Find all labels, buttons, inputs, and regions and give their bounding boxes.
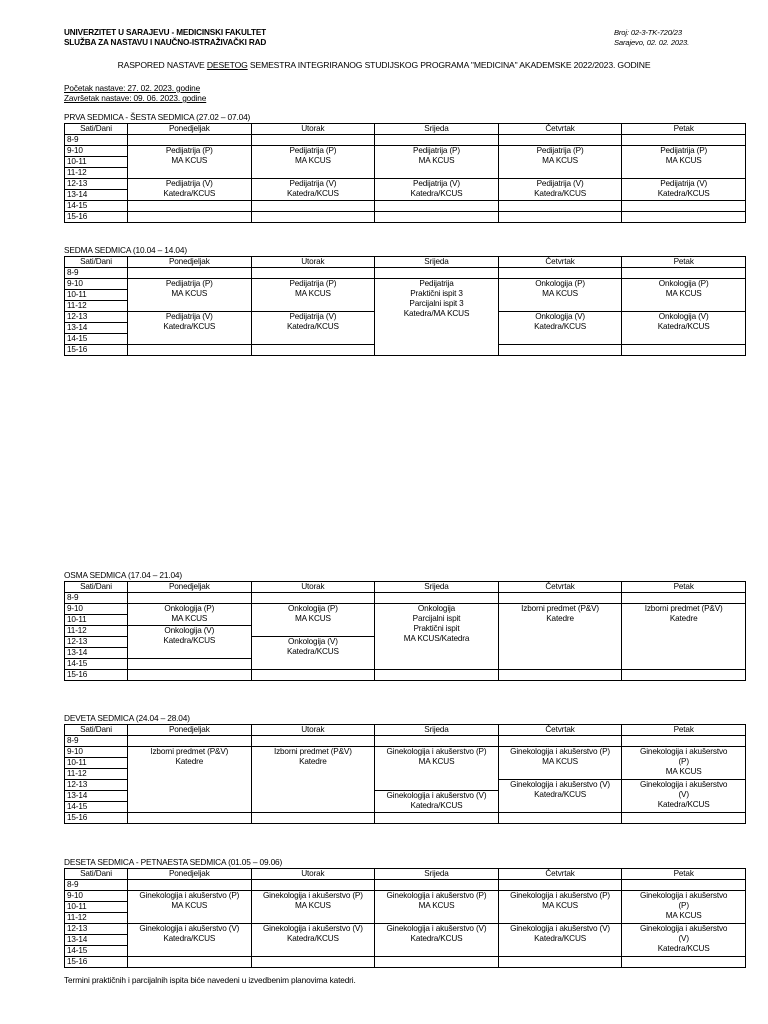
schedule-cell: Pedijatrija (V) Katedra/KCUS [498, 179, 622, 201]
column-header: Petak [622, 582, 746, 593]
schedule-table [64, 724, 746, 824]
column-header: Četvrtak [498, 869, 622, 880]
column-header: Srijeda [375, 582, 499, 593]
schedule-cell [128, 212, 252, 223]
table-row [65, 924, 746, 935]
schedule-cell [375, 135, 499, 146]
university-name: UNIVERZITET U SARAJEVU - MEDICINSKI FAKULTET [64, 28, 267, 37]
schedule-cell: Pedijatrija (P) MA KCUS [128, 279, 252, 312]
title-part-1: RASPORED NASTAVE [117, 60, 207, 70]
column-header: Srijeda [375, 725, 499, 736]
schedule-cell: Pedijatrija (P) MA KCUS [251, 146, 375, 179]
table-row [65, 670, 746, 681]
schedule-table [64, 868, 746, 968]
schedule-table [64, 256, 746, 356]
schedule-cell: Pedijatrija (V) Katedra/KCUS [251, 179, 375, 201]
column-header: Petak [622, 725, 746, 736]
schedule-cell [375, 201, 499, 212]
schedule-cell: Onkologija (V) Katedra/KCUS [622, 312, 746, 345]
time-slot: 9-10 [65, 146, 128, 157]
teaching-start: Početak nastave: 27. 02. 2023. godine [64, 83, 201, 93]
schedule-cell: Ginekologija i akušerstvo (P) MA KCUS [498, 747, 622, 780]
time-slot: 14-15 [65, 802, 128, 813]
time-slot: 8-9 [65, 593, 128, 604]
column-header: Ponedjeljak [128, 124, 252, 135]
schedule-section [64, 857, 745, 968]
table-row [65, 146, 746, 157]
time-slot: 12-13 [65, 780, 128, 791]
schedule-section [64, 570, 745, 681]
time-slot: 11-12 [65, 168, 128, 179]
schedule-cell: Ginekologija i akušerstvo (P) MA KCUS [251, 891, 375, 924]
schedule-cell [622, 135, 746, 146]
schedule-cell [251, 880, 375, 891]
schedule-cell [251, 268, 375, 279]
time-slot: 14-15 [65, 334, 128, 345]
schedule-cell: Ginekologija i akušerstvo (V) Katedra/KCUS [498, 924, 622, 957]
time-slot: 8-9 [65, 880, 128, 891]
time-slot: 11-12 [65, 913, 128, 924]
schedule-cell: Pedijatrija (P) MA KCUS [251, 279, 375, 312]
time-slot: 13-14 [65, 190, 128, 201]
schedule-cell [251, 345, 375, 356]
schedule-section [64, 112, 745, 223]
table-row [65, 736, 746, 747]
time-slot: 9-10 [65, 279, 128, 290]
schedule-cell: Pedijatrija (V) Katedra/KCUS [375, 179, 499, 201]
column-header: Utorak [251, 725, 375, 736]
schedule-cell: Pedijatrija (P) MA KCUS [498, 146, 622, 179]
schedule-cell [128, 813, 252, 824]
footer-note: Termini praktičnih i parcijalnih ispita biće navedeni u izvedbenim planovima katedri. [64, 975, 356, 985]
schedule-cell: Ginekologija i akušerstvo (V) Katedra/KCUS [375, 791, 499, 813]
title-part-3: SEMESTRA INTEGRIRANOG STUDIJSKOG PROGRAMA "MEDICINA" AKADEMSKE 2022/2023. GODINE [247, 60, 651, 70]
column-header: Srijeda [375, 124, 499, 135]
schedule-cell: Pedijatrija (P) MA KCUS [375, 146, 499, 179]
schedule-cell [251, 670, 375, 681]
document-title [0, 60, 768, 70]
schedule-cell [498, 670, 622, 681]
schedule-cell [128, 880, 252, 891]
time-slot: 9-10 [65, 891, 128, 902]
table-row [65, 135, 746, 146]
schedule-cell [251, 957, 375, 968]
schedule-cell [622, 957, 746, 968]
table-row [65, 179, 746, 190]
schedule-cell [375, 212, 499, 223]
time-slot: 11-12 [65, 769, 128, 780]
schedule-cell: Ginekologija i akušerstvo (V) Katedra/KCUS [498, 780, 622, 813]
schedule-cell: Ginekologija i akušerstvo (P) MA KCUS [375, 747, 499, 791]
teaching-dates [64, 83, 206, 103]
schedule-cell: Ginekologija i akušerstvo (V) Katedra/KCUS [375, 924, 499, 957]
time-slot: 15-16 [65, 813, 128, 824]
schedule-cell: Onkologija (P) MA KCUS [622, 279, 746, 312]
column-header: Ponedjeljak [128, 725, 252, 736]
schedule-cell: Pedijatrija Praktični ispit 3 Parcijalni ispit 3 Katedra/MA KCUS [375, 279, 499, 356]
schedule-cell: Ginekologija i akušerstvo (P) MA KCUS [622, 891, 746, 924]
column-header: Sati/Dani [65, 257, 128, 268]
schedule-cell [128, 201, 252, 212]
schedule-cell [128, 135, 252, 146]
schedule-cell [622, 201, 746, 212]
schedule-cell [498, 345, 622, 356]
place-and-date: Sarajevo, 02. 02. 2023. [614, 38, 690, 47]
time-slot: 9-10 [65, 747, 128, 758]
schedule-cell [622, 593, 746, 604]
schedule-cell [498, 268, 622, 279]
schedule-cell [622, 880, 746, 891]
table-row [65, 201, 746, 212]
schedule-cell: Pedijatrija (V) Katedra/KCUS [128, 312, 252, 345]
schedule-cell [251, 813, 375, 824]
schedule-cell: Onkologija (V) Katedra/KCUS [251, 637, 375, 670]
column-header: Petak [622, 869, 746, 880]
schedule-table [64, 123, 746, 223]
schedule-cell [251, 736, 375, 747]
schedule-cell [375, 957, 499, 968]
schedule-cell [375, 268, 499, 279]
column-header: Četvrtak [498, 124, 622, 135]
time-slot: 10-11 [65, 157, 128, 168]
schedule-cell [498, 957, 622, 968]
table-row [65, 593, 746, 604]
header-row [65, 257, 746, 268]
column-header: Petak [622, 124, 746, 135]
schedule-cell: Ginekologija i akušerstvo (P) MA KCUS [375, 891, 499, 924]
time-slot: 8-9 [65, 268, 128, 279]
table-row [65, 891, 746, 902]
schedule-cell [498, 880, 622, 891]
schedule-cell [498, 135, 622, 146]
schedule-cell: Onkologija (P) MA KCUS [251, 604, 375, 637]
column-header: Srijeda [375, 257, 499, 268]
time-slot: 13-14 [65, 323, 128, 334]
table-row [65, 212, 746, 223]
schedule-cell [498, 736, 622, 747]
table-row [65, 813, 746, 824]
schedule-cell [128, 659, 252, 670]
time-slot: 12-13 [65, 924, 128, 935]
section-title: PRVA SEDMICA - ŠESTA SEDMICA (27.02 – 07.04) [64, 112, 251, 122]
schedule-cell [128, 345, 252, 356]
schedule-table [64, 581, 746, 681]
table-row [65, 268, 746, 279]
schedule-cell: Ginekologija i akušerstvo (P) MA KCUS [622, 747, 746, 780]
schedule-cell [622, 736, 746, 747]
schedule-cell: Ginekologija i akušerstvo (V) Katedra/KCUS [128, 924, 252, 957]
time-slot: 15-16 [65, 957, 128, 968]
document-reference [614, 28, 689, 48]
schedule-cell [622, 268, 746, 279]
header-row [65, 124, 746, 135]
schedule-cell [251, 135, 375, 146]
schedule-cell [128, 957, 252, 968]
schedule-cell: Ginekologija i akušerstvo (P) MA KCUS [498, 891, 622, 924]
table-row [65, 957, 746, 968]
schedule-cell [375, 880, 499, 891]
column-header: Sati/Dani [65, 725, 128, 736]
column-header: Srijeda [375, 869, 499, 880]
schedule-cell: Ginekologija i akušerstvo (V) Katedra/KCUS [251, 924, 375, 957]
column-header: Sati/Dani [65, 124, 128, 135]
section-title: DESETA SEDMICA - PETNAESTA SEDMICA (01.05 – 09.06) [64, 857, 283, 867]
time-slot: 10-11 [65, 902, 128, 913]
column-header: Sati/Dani [65, 869, 128, 880]
column-header: Utorak [251, 869, 375, 880]
column-header: Ponedjeljak [128, 582, 252, 593]
header-row [65, 582, 746, 593]
time-slot: 15-16 [65, 212, 128, 223]
schedule-cell: Onkologija (P) MA KCUS [498, 279, 622, 312]
schedule-cell [375, 593, 499, 604]
schedule-cell: Onkologija (V) Katedra/KCUS [128, 626, 252, 659]
schedule-cell: Pedijatrija (V) Katedra/KCUS [622, 179, 746, 201]
schedule-cell [128, 593, 252, 604]
time-slot: 9-10 [65, 604, 128, 615]
schedule-section [64, 245, 745, 356]
schedule-cell [622, 813, 746, 824]
schedule-cell: Izborni predmet (P&V) Katedre [622, 604, 746, 670]
time-slot: 15-16 [65, 670, 128, 681]
schedule-cell [622, 345, 746, 356]
schedule-cell [251, 212, 375, 223]
time-slot: 8-9 [65, 135, 128, 146]
column-header: Četvrtak [498, 582, 622, 593]
schedule-cell: Onkologija (V) Katedra/KCUS [498, 312, 622, 345]
column-header: Utorak [251, 124, 375, 135]
schedule-cell: Pedijatrija (P) MA KCUS [622, 146, 746, 179]
schedule-cell: Pedijatrija (P) MA KCUS [128, 146, 252, 179]
faculty-header [64, 28, 266, 48]
time-slot: 11-12 [65, 626, 128, 637]
time-slot: 12-13 [65, 312, 128, 323]
column-header: Utorak [251, 257, 375, 268]
table-row [65, 747, 746, 758]
schedule-cell: Onkologija (P) MA KCUS [128, 604, 252, 626]
teaching-end: Završetak nastave: 09. 06. 2023. godine [64, 93, 207, 103]
column-header: Petak [622, 257, 746, 268]
section-title: DEVETA SEDMICA (24.04 – 28.04) [64, 713, 190, 723]
schedule-cell: Izborni predmet (P&V) Katedre [251, 747, 375, 813]
time-slot: 12-13 [65, 637, 128, 648]
table-row [65, 279, 746, 290]
time-slot: 13-14 [65, 935, 128, 946]
schedule-cell: Onkologija Parcijalni ispit Praktični ispit MA KCUS/Katedra [375, 604, 499, 670]
schedule-cell [375, 670, 499, 681]
schedule-section [64, 713, 745, 824]
section-title: OSMA SEDMICA (17.04 – 21.04) [64, 570, 183, 580]
title-semester: DESETOG [206, 60, 248, 70]
table-row [65, 604, 746, 615]
column-header: Ponedjeljak [128, 257, 252, 268]
header-row [65, 869, 746, 880]
schedule-cell: Izborni predmet (P&V) Katedre [498, 604, 622, 670]
schedule-cell [498, 201, 622, 212]
time-slot: 10-11 [65, 290, 128, 301]
column-header: Četvrtak [498, 257, 622, 268]
column-header: Ponedjeljak [128, 869, 252, 880]
schedule-cell [622, 670, 746, 681]
reference-number: Broj: 02-3-TK-720/23 [614, 28, 682, 37]
time-slot: 11-12 [65, 301, 128, 312]
time-slot: 14-15 [65, 659, 128, 670]
schedule-cell [375, 813, 499, 824]
schedule-cell [498, 212, 622, 223]
time-slot: 15-16 [65, 345, 128, 356]
column-header: Utorak [251, 582, 375, 593]
header-row [65, 725, 746, 736]
schedule-cell [622, 212, 746, 223]
schedule-cell [498, 813, 622, 824]
schedule-cell: Izborni predmet (P&V) Katedre [128, 747, 252, 813]
section-title: SEDMA SEDMICA (10.04 – 14.04) [64, 245, 187, 255]
office-name: SLUŽBA ZA NASTAVU I NAUČNO-ISTRAŽIVAČKI RAD [64, 38, 267, 47]
schedule-cell [251, 593, 375, 604]
time-slot: 13-14 [65, 791, 128, 802]
schedule-cell [251, 201, 375, 212]
schedule-cell: Ginekologija i akušerstvo (V) Katedra/KCUS [622, 924, 746, 957]
schedule-cell: Ginekologija i akušerstvo (P) MA KCUS [128, 891, 252, 924]
time-slot: 10-11 [65, 615, 128, 626]
schedule-cell [128, 670, 252, 681]
column-header: Sati/Dani [65, 582, 128, 593]
time-slot: 10-11 [65, 758, 128, 769]
schedule-cell [128, 736, 252, 747]
schedule-cell: Pedijatrija (V) Katedra/KCUS [128, 179, 252, 201]
time-slot: 13-14 [65, 648, 128, 659]
schedule-cell [375, 736, 499, 747]
time-slot: 8-9 [65, 736, 128, 747]
table-row [65, 880, 746, 891]
schedule-cell: Ginekologija i akušerstvo (V) Katedra/KCUS [622, 780, 746, 813]
schedule-cell: Pedijatrija (V) Katedra/KCUS [251, 312, 375, 345]
schedule-cell [498, 593, 622, 604]
time-slot: 14-15 [65, 201, 128, 212]
column-header: Četvrtak [498, 725, 622, 736]
schedule-cell [128, 268, 252, 279]
time-slot: 12-13 [65, 179, 128, 190]
time-slot: 14-15 [65, 946, 128, 957]
